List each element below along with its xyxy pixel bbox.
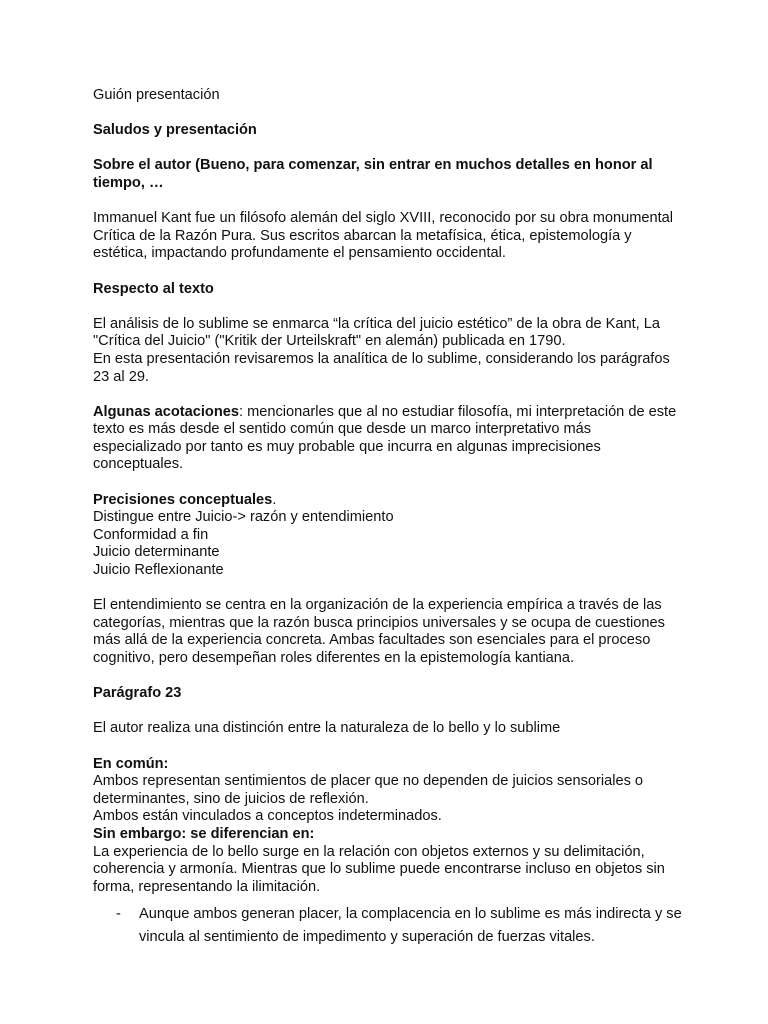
document-title: Guión presentación xyxy=(93,87,220,103)
acotaciones-label: Algunas acotaciones xyxy=(93,403,239,420)
precisiones-dot: . xyxy=(272,491,277,508)
list-item xyxy=(93,903,683,949)
paragraph-kant: Immanuel Kant fue un filósofo alemán del siglo XVIII, reconocido por su obra monumental Crítica de la Razón Pura. Sus escritos abarcan la metafísica, ética, epistemología y estética, impactando profundamente el pensamiento occidental. xyxy=(93,210,674,262)
precisiones-item: Distingue entre Juicio-> razón y entendimiento xyxy=(93,509,394,526)
heading-paragrafo-23: Parágrafo 23 xyxy=(93,685,182,702)
acotaciones-text: : mencionarles que al no estudiar filosofía, mi interpretación de este texto es más desde el sentido común que desde un marco interpretativo más especializado por tanto es muy probable que incurra en algunas imprecisiones conceptuales. xyxy=(93,403,677,473)
paragraph-acotaciones xyxy=(93,404,683,474)
heading-en-comun: En común: xyxy=(93,755,169,772)
document-body xyxy=(93,87,683,949)
paragraph-comun-1: Ambos representan sentimientos de placer que no dependen de juicios sensoriales o determinantes, sino de juicios de reflexión. xyxy=(93,773,644,807)
precisiones-item: Juicio Reflexionante xyxy=(93,562,224,579)
paragraph-diferencia: La experiencia de lo bello surge en la relación con objetos externos y su delimitación, coherencia y armonía. Mientras que lo sublime puede encontrarse incluso en objetos sin forma, representando la ilimitación. xyxy=(93,843,665,895)
heading-saludos: Saludos y presentación xyxy=(93,122,257,139)
paragraph-comun-2: Ambos están vinculados a conceptos indeterminados. xyxy=(93,808,442,825)
paragraph-analisis-1: El análisis de lo sublime se enmarca “la crítica del juicio estético” de la obra de Kant, La "Crítica del Juicio" ("Kritik der Urteilskraft" en alemán) publicada en 1790. xyxy=(93,315,661,350)
paragraph-analisis-2: En esta presentación revisaremos la analítica de lo sublime, considerando los parágrafos 23 al 29. xyxy=(93,350,670,385)
heading-autor: Sobre el autor (Bueno, para comenzar, sin entrar en muchos detalles en honor al tiempo, … xyxy=(93,157,653,191)
heading-se-diferencian: Sin embargo: se diferencian en: xyxy=(93,825,315,842)
precisiones-heading xyxy=(93,492,683,510)
heading-respecto-texto: Respecto al texto xyxy=(93,280,214,297)
paragraph-entendimiento: El entendimiento se centra en la organización de la experiencia empírica a través de las categorías, mientras que la razón busca principios universales y se ocupa de cuestiones más allá de la experiencia concreta. Ambas facultades son esenciales para el proceso cognitivo, pero desempeñan roles diferentes en la epistemología kantiana. xyxy=(93,597,665,666)
precisiones-item: Conformidad a fin xyxy=(93,526,209,543)
bullet-text: Aunque ambos generan placer, la complacencia en lo sublime es más indirecta y se vincula al sentimiento de impedimento y superación de fuerzas vitales. xyxy=(139,906,682,946)
precisiones-label: Precisiones conceptuales xyxy=(93,491,273,508)
precisiones-item: Juicio determinante xyxy=(93,544,220,561)
bullet-dash: - xyxy=(116,906,121,923)
paragraph-distincion: El autor realiza una distinción entre la naturaleza de lo bello y lo sublime xyxy=(93,720,561,737)
